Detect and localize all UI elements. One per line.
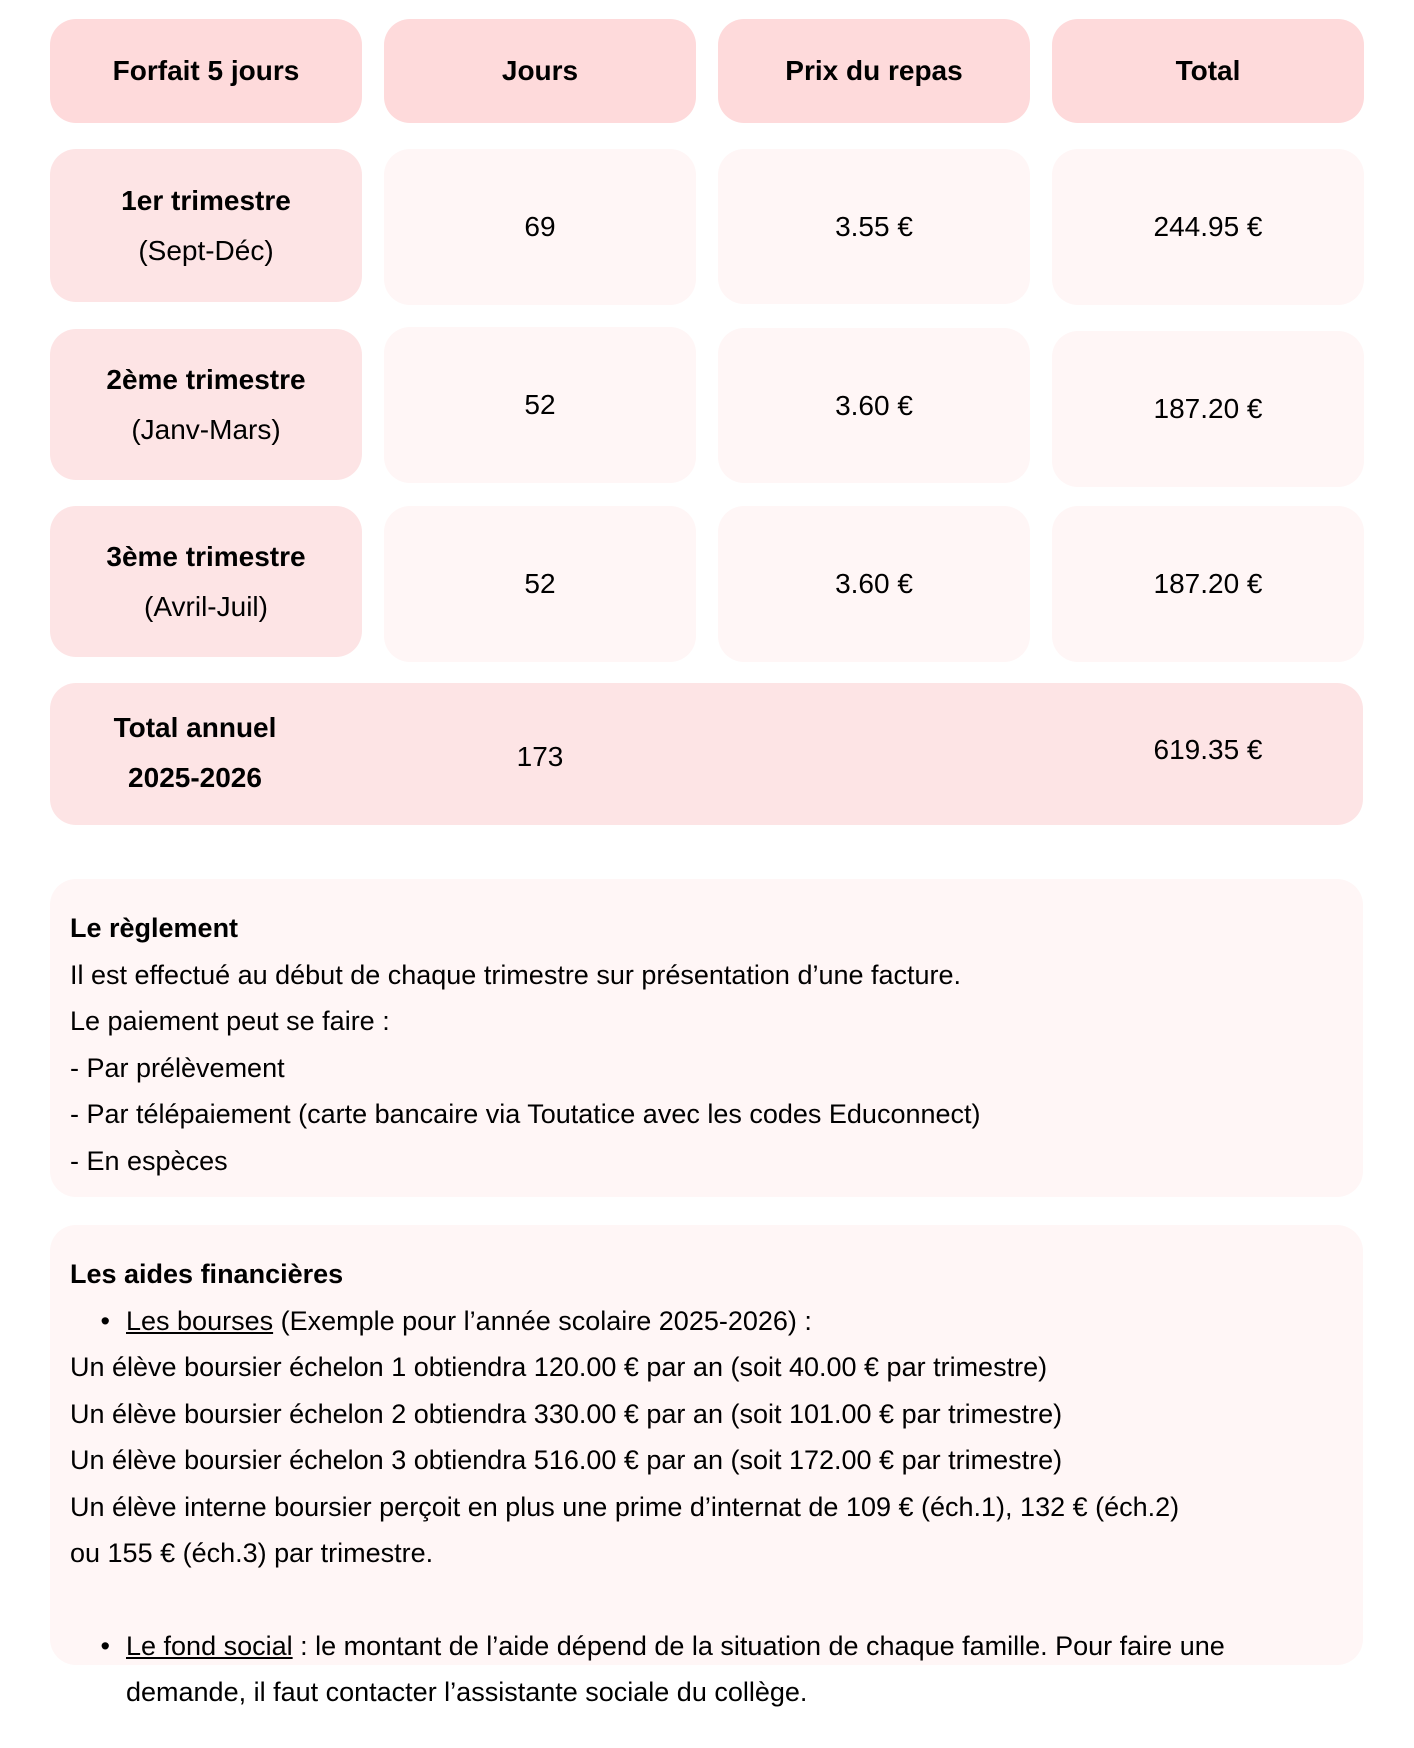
cell-value: 52 bbox=[524, 568, 556, 599]
total-label-line1: Total annuel bbox=[113, 712, 277, 743]
cell-value: 3.60 € bbox=[835, 568, 913, 599]
cell-jours bbox=[384, 149, 696, 305]
bourses-link[interactable]: Les bourses bbox=[126, 1305, 274, 1336]
row-label-trimestre-1 bbox=[50, 149, 362, 302]
cell-total bbox=[1052, 149, 1364, 305]
bourses-line: Un élève boursier échelon 1 obtiendra 120.00 € par an (soit 40.00 € par trimestre) bbox=[70, 1352, 1048, 1382]
row-label-title: 2ème trimestre bbox=[106, 363, 306, 395]
cell-value: 3.55 € bbox=[835, 210, 913, 242]
header-label: Forfait 5 jours bbox=[112, 55, 300, 86]
cell-value: 244.95 € bbox=[1153, 211, 1263, 242]
cell-value: 69 bbox=[524, 211, 556, 242]
cell-value: 187.20 € bbox=[1153, 568, 1263, 599]
cell-value: 52 bbox=[524, 389, 556, 420]
header-total bbox=[1052, 19, 1364, 123]
cell-prix bbox=[718, 506, 1030, 662]
header-forfait bbox=[50, 19, 362, 123]
bourses-item bbox=[70, 1298, 1343, 1345]
reglement-section bbox=[50, 879, 1363, 1197]
aides-title: Les aides financières bbox=[70, 1259, 344, 1289]
row-label-trimestre-3 bbox=[50, 506, 362, 657]
header-label: Total bbox=[1175, 55, 1241, 86]
total-jours: 173 bbox=[516, 741, 564, 772]
reglement-line: Le paiement peut se faire : bbox=[70, 1006, 390, 1036]
bourses-line: ou 155 € (éch.3) par trimestre. bbox=[70, 1538, 434, 1568]
aides-section bbox=[50, 1225, 1363, 1707]
reglement-line: Il est effectué au début de chaque trimestre sur présentation d’une facture. bbox=[70, 959, 962, 990]
reglement-line: - Par télépaiement (carte bancaire via Toutatice avec les codes Educonnect) bbox=[70, 1099, 981, 1129]
cell-value: 187.20 € bbox=[1153, 393, 1263, 424]
fond-social-link[interactable]: Le fond social bbox=[126, 1630, 293, 1661]
header-label: Jours bbox=[501, 55, 579, 86]
header-prix bbox=[718, 19, 1030, 123]
row-label-title: 3ème trimestre bbox=[106, 540, 306, 572]
row-label-trimestre-2 bbox=[50, 329, 362, 480]
cell-prix bbox=[718, 328, 1030, 483]
bourses-line: Un élève interne boursier perçoit en plus une prime d’internat de 109 € (éch.1), 132 € (éch.2) bbox=[70, 1491, 1180, 1522]
fond-social-text: : le montant de l’aide dépend de la situation de chaque famille. Pour faire une demande, il faut contacter l’assistante sociale du collège. bbox=[126, 1630, 1225, 1707]
total-annuel-label bbox=[50, 703, 340, 803]
cell-jours bbox=[384, 327, 696, 483]
total-montant: 619.35 € bbox=[1153, 734, 1263, 765]
total-label-line2: 2025-2026 bbox=[128, 762, 262, 793]
bourses-line: Un élève boursier échelon 2 obtiendra 330.00 € par an (soit 101.00 € par trimestre) bbox=[70, 1398, 1063, 1429]
bourses-text: (Exemple pour l’année scolaire 2025-2026) : bbox=[273, 1305, 812, 1336]
row-label-title: 1er trimestre bbox=[121, 184, 291, 216]
reglement-line: - En espèces bbox=[70, 1145, 228, 1176]
row-label-period: (Janv-Mars) bbox=[131, 413, 281, 445]
cell-prix bbox=[718, 149, 1030, 304]
bullet-icon: • bbox=[100, 1630, 110, 1661]
total-annuel-row bbox=[50, 683, 1363, 825]
reglement-title: Le règlement bbox=[70, 913, 239, 943]
cell-total bbox=[1052, 331, 1364, 487]
fond-social-item bbox=[70, 1623, 1343, 1716]
row-label-period: (Avril-Juil) bbox=[144, 590, 268, 622]
cell-jours bbox=[384, 506, 696, 662]
bullet-icon: • bbox=[100, 1305, 110, 1336]
spacer bbox=[70, 1577, 1343, 1623]
reglement-line: - Par prélèvement bbox=[70, 1052, 285, 1083]
cell-value: 3.60 € bbox=[835, 389, 913, 421]
bourses-line: Un élève boursier échelon 3 obtiendra 516.00 € par an (soit 172.00 € par trimestre) bbox=[70, 1445, 1063, 1475]
row-label-period: (Sept-Déc) bbox=[138, 234, 274, 266]
cell-total bbox=[1052, 506, 1364, 662]
header-label: Prix du repas bbox=[785, 55, 963, 86]
header-jours bbox=[384, 19, 696, 123]
